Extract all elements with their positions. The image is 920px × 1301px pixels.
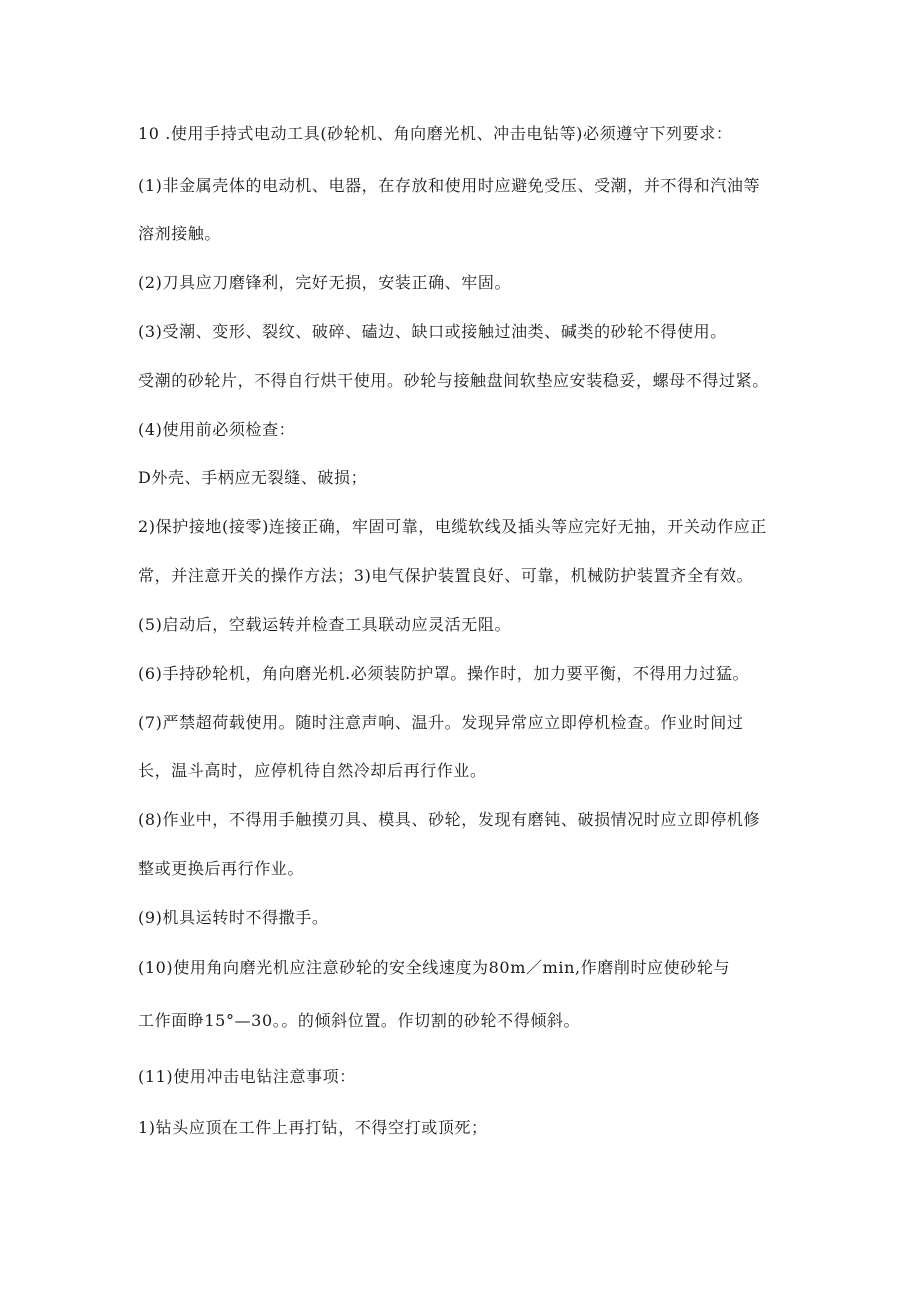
item-9: (9)机具运转时不得撒手。 bbox=[138, 908, 329, 927]
item-1-line-1: (1)非金属壳体的电动机、电器，在存放和使用时应避免受压、受潮，并不得和汽油等 bbox=[138, 176, 761, 195]
item-1-line-2: 溶剂接触。 bbox=[138, 224, 222, 243]
item-8-line-1: (8)作业中，不得用手触摸刃具、模具、砂轮，发现有磨钝、破损情况时应立即停机修 bbox=[138, 810, 761, 829]
item-11-heading: (11)使用冲击电钻注意事项： bbox=[138, 1067, 356, 1086]
item-3-line-2: 受潮的砂轮片，不得自行烘干使用。砂轮与接触盘间软垫应安装稳妥，螺母不得过紧。 bbox=[138, 371, 769, 390]
item-10-line-1: (10)使用角向磨光机应注意砂轮的安全线速度为80m／min,作磨削时应使砂轮与 bbox=[138, 958, 731, 977]
item-11-sub-1: 1)钻头应顶在工件上再打钻，不得空打或顶死； bbox=[138, 1118, 488, 1137]
item-4-heading: (4)使用前必须检查： bbox=[138, 420, 296, 439]
item-7-line-2: 长，温斗高时，应停机待自然冷却后再行作业。 bbox=[138, 761, 487, 780]
item-3-line-1: (3)受潮、变形、裂纹、破碎、磕边、缺口或接触过油类、碱类的砂轮不得使用。 bbox=[138, 322, 727, 341]
item-7-line-1: (7)严禁超荷载使用。随时注意声响、温升。发现异常应立即停机检查。作业时间过 bbox=[138, 713, 744, 732]
item-6: (6)手持砂轮机，角向磨光机.必须装防护罩。操作时，加力要平衡，不得用力过猛。 bbox=[138, 664, 750, 683]
item-4-sub-2-line-1: 2)保护接地(接零)连接正确，牢固可靠，电缆软线及插头等应完好无抽，开关动作应正 bbox=[138, 517, 767, 536]
item-5: (5)启动后，空载运转并检查工具联动应灵活无阻。 bbox=[138, 615, 512, 634]
item-10-line-2: 工作面睁15°—30。。的倾斜位置。作切割的砂轮不得倾斜。 bbox=[138, 1011, 581, 1030]
section-10-heading: 10 .使用手持式电动工具(砂轮机、角向磨光机、冲击电钻等)必须遵守下列要求： bbox=[138, 124, 733, 143]
item-4-sub-2-line-2: 常，并注意开关的操作方法；3)电气保护装置良好、可靠，机械防护装置齐全有效。 bbox=[138, 566, 754, 585]
item-8-line-2: 整或更换后再行作业。 bbox=[138, 859, 305, 878]
item-2: (2)刀具应刀磨锋利，完好无损，安装正确、牢固。 bbox=[138, 273, 512, 292]
item-4-sub-1: D外壳、手柄应无裂缝、破损； bbox=[138, 468, 368, 487]
